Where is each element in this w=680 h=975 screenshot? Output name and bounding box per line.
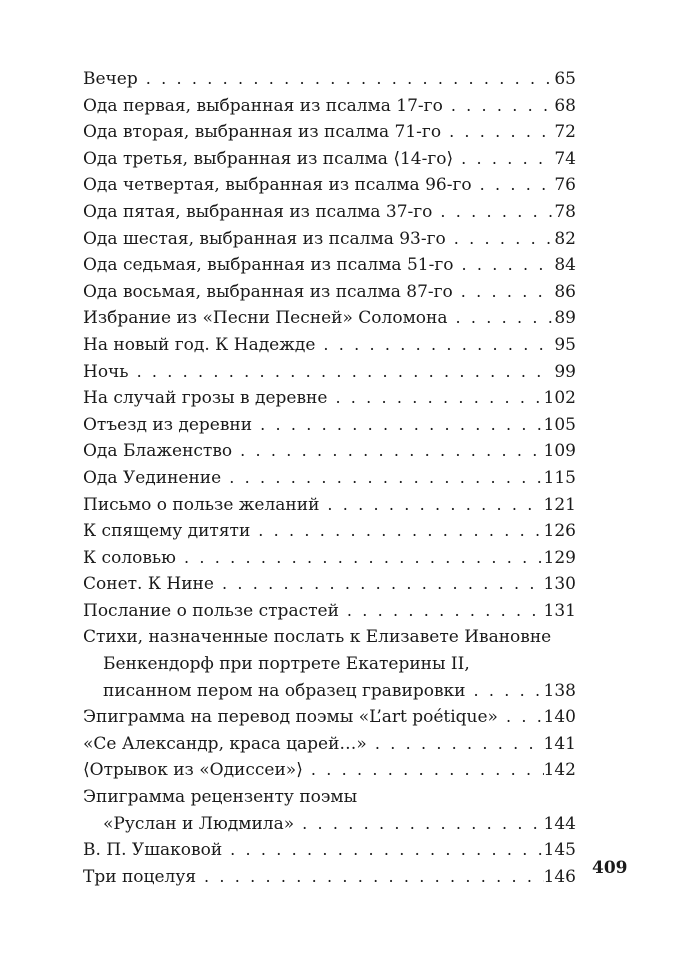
toc-entry-title: Стихи, назначенные послать к Елизавете Ивановне [83,627,552,648]
toc-entry [83,704,576,731]
toc-entry-line [83,518,576,545]
toc-entry [83,598,576,625]
toc-entry-page: 126 [543,521,576,542]
toc-entry [83,279,576,306]
dot-leader [446,226,552,253]
toc-entry [83,305,576,332]
toc-entry-title: Ода вторая, выбранная из псалма 71-го [83,122,442,143]
toc-entry-title: «Се Александр, краса царей…» [83,733,367,754]
toc-entry-line [83,784,576,811]
dot-leader [315,332,552,359]
toc-entry [83,545,576,572]
dot-leader [303,757,544,784]
toc-entry-page: 72 [554,122,576,143]
toc-entry-line [83,119,576,146]
toc-entry-line [83,465,576,492]
toc-entry [83,252,576,279]
toc-entry-title: К спящему дитяти [83,521,251,542]
toc-entry-page: 144 [543,813,576,834]
toc-entry-title: Ода первая, выбранная из псалма 17-го [83,95,443,116]
toc-entry-line [83,545,576,572]
toc-entry-line [83,624,576,651]
toc-entry [83,119,576,146]
dot-leader [176,545,544,572]
toc-entry-title: Ода Блаженство [83,441,233,462]
toc-entry-continuation [83,678,576,705]
dot-leader [367,731,544,758]
toc-entry-line [83,279,576,306]
toc-entry-line [83,757,576,784]
toc-entry-page: 102 [543,388,576,409]
toc-entry-page: 130 [543,574,576,595]
toc-entry [83,624,576,704]
dot-leader [465,678,543,705]
toc-entry [83,359,576,386]
dot-leader [138,66,552,93]
toc-entry-line [83,146,576,173]
dot-leader [232,438,543,465]
toc-entry-continuation [83,651,576,678]
toc-entry-page: 89 [554,308,576,329]
toc-entry-title: Ода третья, выбранная из псалма ⟨14-го⟩ [83,148,454,169]
toc-entry-line [83,731,576,758]
toc-entry [83,438,576,465]
toc-entry-title: Ода пятая, выбранная из псалма 37-го [83,201,433,222]
page-number: 409 [592,858,628,878]
toc-entry-line [83,172,576,199]
dot-leader [448,305,553,332]
toc-entry [83,518,576,545]
toc-entry-line [83,332,576,359]
toc-entry-page: 76 [554,175,576,196]
toc-entry-title: Бенкендорф при портрете Екатерины II, [103,654,470,675]
toc-entry [83,199,576,226]
toc-entry-title: На новый год. К Надежде [83,334,316,355]
toc-entry [83,731,576,758]
toc-entry [83,385,576,412]
dot-leader [432,199,552,226]
toc-entry-title: Эпиграмма рецензенту поэмы [83,787,358,808]
toc-entry-page: 140 [543,707,576,728]
toc-entry [83,66,576,93]
dot-leader [327,385,543,412]
dot-leader [339,598,544,625]
toc-entry-page: 138 [543,680,576,701]
toc-entry-title: Избрание из «Песни Песней» Соломона [83,308,448,329]
toc-entry-line [83,438,576,465]
dot-leader [453,279,552,306]
toc-entry-line [83,93,576,120]
dot-leader [294,811,543,838]
toc-entry [83,571,576,598]
toc-entry [83,146,576,173]
toc-entry [83,784,576,837]
toc-entry-page: 68 [554,95,576,116]
toc-entry-page: 95 [554,334,576,355]
toc-entry [83,837,576,864]
toc-entry-page: 84 [554,255,576,276]
toc-entry [83,757,576,784]
toc-entry-title: Письмо о пользе желаний [83,494,320,515]
toc-entry-line [83,199,576,226]
dot-leader [196,864,544,891]
dot-leader [472,172,552,199]
toc-entry-title: писанном пером на образец гравировки [103,680,466,701]
toc-entry-title: Эпиграмма на перевод поэмы «L’art poétique» [83,707,498,728]
toc-entry-page: 131 [543,600,576,621]
toc-entry [83,93,576,120]
toc-entry-line [83,305,576,332]
toc-entry [83,864,576,891]
toc-entry-page: 141 [543,733,576,754]
dot-leader [252,412,543,439]
toc-entry-continuation [83,811,576,838]
dot-leader [441,119,552,146]
toc-entry-page: 82 [554,228,576,249]
dot-leader [453,146,552,173]
toc-entry [83,412,576,439]
dot-leader [498,704,544,731]
toc-entry-title: В. П. Ушаковой [83,840,223,861]
toc-entry-line [83,359,576,386]
toc-entry-line [83,571,576,598]
dot-leader [129,359,552,386]
toc-entry-line [83,385,576,412]
dot-leader [222,837,543,864]
toc-entry-page: 74 [554,148,576,169]
toc-entry-page: 65 [554,69,576,89]
toc-entry-page: 129 [543,547,576,568]
toc-entry-page: 105 [543,414,576,435]
toc-entry-title: «Руслан и Людмила» [103,813,295,834]
toc-entry-line [83,412,576,439]
toc-entry-page: 109 [543,441,576,462]
toc-entry-line [83,226,576,253]
toc-entry-page: 86 [554,281,576,302]
table-of-contents [83,66,576,890]
toc-entry-title: Отъезд из деревни [83,414,253,435]
toc-entry-title: К соловью [83,547,176,568]
toc-entry-page: 78 [554,201,576,222]
toc-entry-title: Ночь [83,361,129,382]
dot-leader [221,465,543,492]
toc-entry-line [83,837,576,864]
toc-entry-title: Сонет. К Нине [83,574,214,595]
toc-entry-title: Ода Уединение [83,467,222,488]
toc-entry-title: Ода седьмая, выбранная из псалма 51-го [83,255,454,276]
toc-entry-page: 99 [554,361,576,382]
toc-entry [83,492,576,519]
dot-leader [250,518,543,545]
toc-entry-title: ⟨Отрывок из «Одиссеи»⟩ [83,760,303,781]
toc-entry-page: 146 [543,866,576,887]
dot-leader [214,571,544,598]
toc-entry [83,465,576,492]
toc-entry-page: 121 [543,494,576,515]
toc-entry-title: На случай грозы в деревне [83,388,328,409]
toc-entry-title: Послание о пользе страстей [83,600,339,621]
toc-entry-title: Вечер [83,69,138,89]
toc-entry-line [83,252,576,279]
toc-entry-line [83,66,576,93]
toc-entry [83,172,576,199]
toc-entry-page: 115 [543,467,576,488]
toc-entry [83,226,576,253]
dot-leader [443,93,552,120]
toc-entry-page: 142 [543,760,576,781]
toc-entry-title: Ода четвертая, выбранная из псалма 96-го [83,175,472,196]
dot-leader [454,252,553,279]
toc-entry-line [83,492,576,519]
toc-entry-title: Три поцелуя [83,866,197,887]
dot-leader [319,492,543,519]
toc-entry-title: Ода восьмая, выбранная из псалма 87-го [83,281,453,302]
toc-entry-line [83,598,576,625]
toc-entry [83,332,576,359]
toc-entry-page: 145 [543,840,576,861]
toc-entry-line [83,704,576,731]
toc-entry-line [83,864,576,891]
toc-entry-title: Ода шестая, выбранная из псалма 93-го [83,228,446,249]
